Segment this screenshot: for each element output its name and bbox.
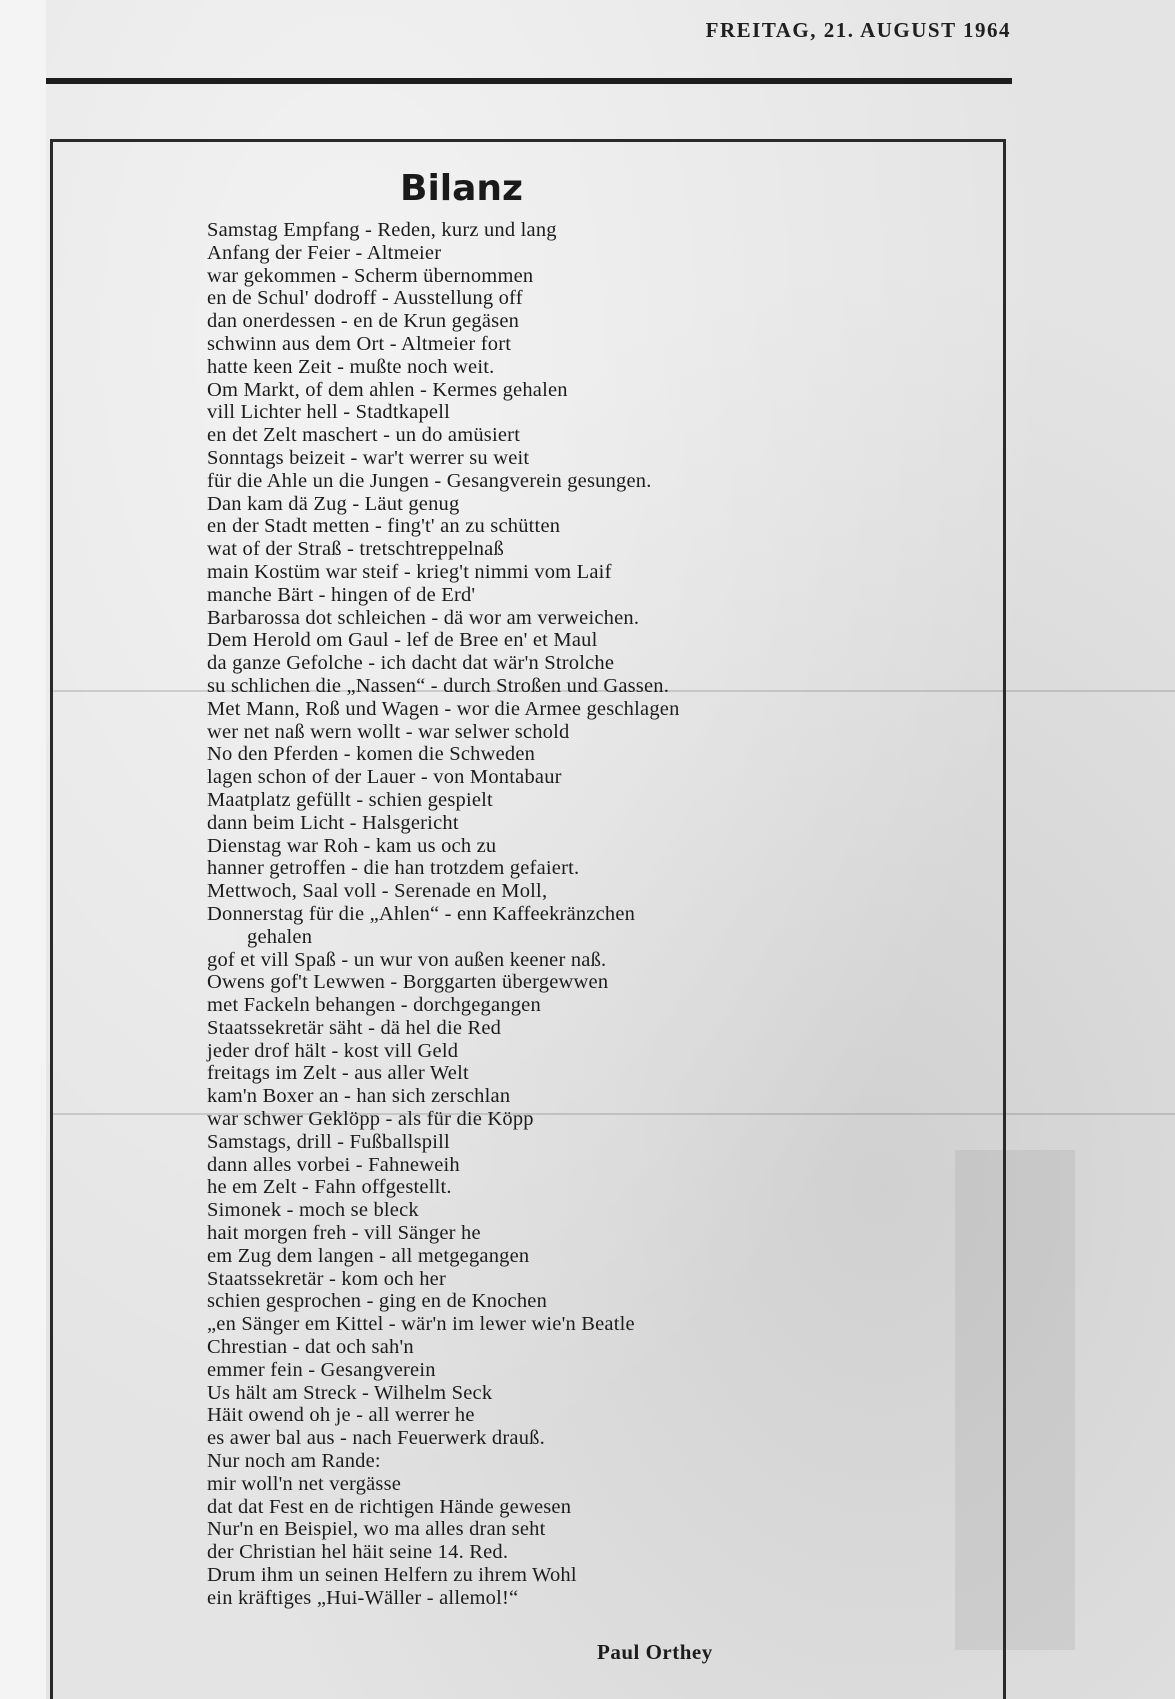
poem-line: Chrestian - dat och sah'n bbox=[207, 1336, 414, 1359]
poem-line: Met Mann, Roß und Wagen - wor die Armee geschlagen bbox=[207, 697, 680, 720]
poem-line: der Christian hel häit seine 14. Red. bbox=[207, 1541, 509, 1564]
poem-line: manche Bärt - hingen of de Erd' bbox=[207, 583, 476, 606]
poem-line: en der Stadt metten - fing't' an zu schütten bbox=[207, 515, 561, 538]
poem-line: Owens gof't Lewwen - Borggarten übergewwen bbox=[207, 971, 609, 994]
poem-line: emmer fein - Gesangverein bbox=[207, 1358, 436, 1381]
poem-line: für die Ahle un die Jungen - Gesangverein gesungen. bbox=[207, 469, 652, 492]
poem-line: Dienstag war Roh - kam us och zu bbox=[207, 834, 497, 857]
poem-line: hait morgen freh - vill Sänger he bbox=[207, 1222, 481, 1245]
poem-line: war gekommen - Scherm übernommen bbox=[207, 264, 534, 287]
poem-line: Simonek - moch se bleck bbox=[207, 1199, 419, 1222]
poem-line: Maatplatz gefüllt - schien gespielt bbox=[207, 788, 493, 811]
poem-line: freitags im Zelt - aus aller Welt bbox=[207, 1062, 469, 1085]
poem-line: Drum ihm un seinen Helfern zu ihrem Wohl bbox=[207, 1564, 577, 1587]
poem-line: Dan kam dä Zug - Läut genug bbox=[207, 492, 460, 515]
poem-line: Anfang der Feier - Altmeier bbox=[207, 241, 442, 264]
poem-line: da ganze Gefolche - ich dacht dat wär'n Strolche bbox=[207, 652, 615, 675]
poem-line: dann beim Licht - Halsgericht bbox=[207, 811, 459, 834]
poem-line: Häit owend oh je - all werrer he bbox=[207, 1404, 475, 1427]
poem-line: Staatssekretär - kom och her bbox=[207, 1267, 446, 1290]
poem-line: Donnerstag für die „Ahlen“ - enn Kaffeekränzchen bbox=[207, 902, 636, 925]
poem-line: hatte keen Zeit - mußte noch weit. bbox=[207, 355, 495, 378]
poem-line: Samstag Empfang - Reden, kurz und lang bbox=[207, 219, 557, 241]
poem-line: met Fackeln behangen - dorchgegangen bbox=[207, 994, 541, 1017]
poem-line: su schlichen die „Nassen“ - durch Stroßen und Gassen. bbox=[207, 674, 670, 697]
poem-line: en det Zelt maschert - un do amüsiert bbox=[207, 424, 521, 447]
poem-line: „en Sänger em Kittel - wär'n im lewer wie'n Beatle bbox=[207, 1313, 635, 1336]
poem-body bbox=[207, 219, 997, 1610]
poem-line: Om Markt, of dem ahlen - Kermes gehalen bbox=[207, 378, 568, 401]
poem-line: Dem Herold om Gaul - lef de Bree en' et Maul bbox=[207, 629, 598, 652]
poem-line: wat of der Straß - tretschtreppelnaß bbox=[207, 538, 504, 561]
poem-line: vill Lichter hell - Stadtkapell bbox=[207, 401, 451, 424]
poem-line: Barbarossa dot schleichen - dä wor am verweichen. bbox=[207, 606, 640, 629]
dateline: FREITAG, 21. AUGUST 1964 bbox=[705, 18, 1011, 42]
paper-edge bbox=[0, 0, 46, 1699]
header-rule bbox=[46, 78, 1012, 84]
poem-line: Nur noch am Rande: bbox=[207, 1450, 381, 1473]
poem-line: lagen schon of der Lauer - von Montabaur bbox=[207, 766, 562, 789]
poem-line: en de Schul' dodroff - Ausstellung off bbox=[207, 287, 523, 310]
poem-line: ein kräftiges „Hui-Wäller - allemol!“ bbox=[207, 1586, 519, 1609]
article-title: Bilanz bbox=[400, 168, 523, 209]
poem-line: dat dat Fest en de richtigen Hände gewesen bbox=[207, 1495, 572, 1518]
poem-line: es awer bal aus - nach Feuerwerk drauß. bbox=[207, 1427, 545, 1450]
poem-line: war schwer Geklöpp - als für die Köpp bbox=[207, 1108, 534, 1131]
poem-line: jeder drof hält - kost vill Geld bbox=[207, 1039, 459, 1062]
poem-line: Staatssekretär säht - dä hel die Red bbox=[207, 1016, 502, 1039]
poem-line: wer net naß wern wollt - war selwer schold bbox=[207, 720, 570, 743]
poem-line: Mettwoch, Saal voll - Serenade en Moll, bbox=[207, 880, 548, 903]
poem-line: Nur'n en Beispiel, wo ma alles dran seht bbox=[207, 1518, 546, 1541]
poem-line: schwinn aus dem Ort - Altmeier fort bbox=[207, 332, 512, 355]
poem-line: he em Zelt - Fahn offgestellt. bbox=[207, 1176, 452, 1199]
poem-line: gehalen bbox=[247, 925, 313, 948]
poem-line: mir woll'n net vergässe bbox=[207, 1472, 402, 1495]
poem-line: schien gesprochen - ging en de Knochen bbox=[207, 1290, 548, 1313]
author-signature: Paul Orthey bbox=[597, 1640, 713, 1664]
poem-line: No den Pferden - komen die Schweden bbox=[207, 743, 536, 766]
poem-line: Sonntags beizeit - war't werrer su weit bbox=[207, 446, 530, 469]
poem-line: dann alles vorbei - Fahneweih bbox=[207, 1153, 460, 1176]
poem-line: em Zug dem langen - all metgegangen bbox=[207, 1244, 530, 1267]
poem-line: Us hält am Streck - Wilhelm Seck bbox=[207, 1381, 493, 1404]
poem-line: dan onerdessen - en de Krun gegäsen bbox=[207, 310, 520, 333]
poem-line: gof et vill Spaß - un wur von außen keener naß. bbox=[207, 948, 607, 971]
poem-line: kam'n Boxer an - han sich zerschlan bbox=[207, 1085, 511, 1108]
poem-line: Samstags, drill - Fußballspill bbox=[207, 1130, 450, 1153]
poem-line: main Kostüm war steif - krieg't nimmi vom Laif bbox=[207, 560, 612, 583]
poem-line: hanner getroffen - die han trotzdem gefaiert. bbox=[207, 857, 580, 880]
